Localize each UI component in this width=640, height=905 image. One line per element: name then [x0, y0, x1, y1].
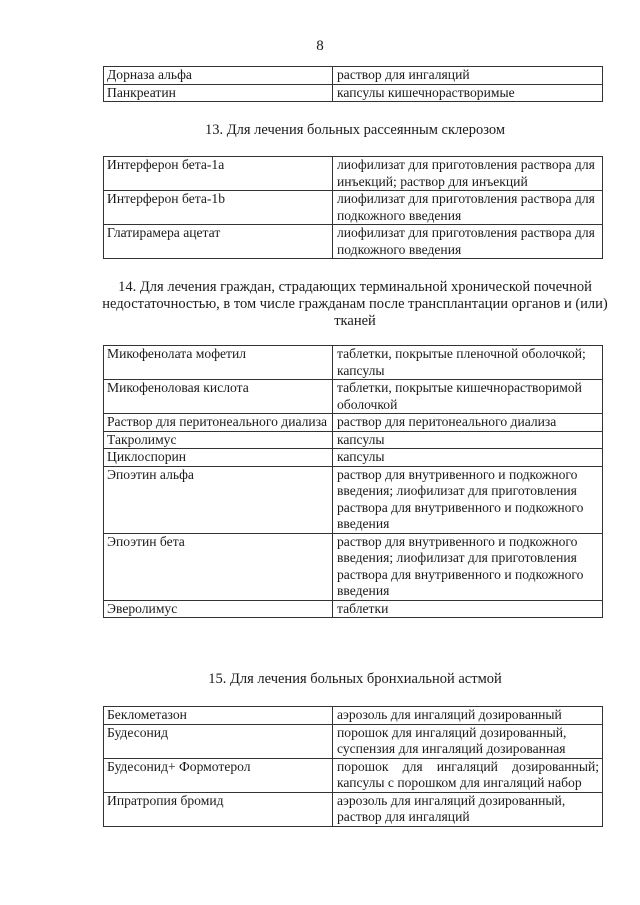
table-row: [104, 346, 603, 380]
dosage-form: аэрозоль для ингаляций дозированный, раствор для ингаляций: [333, 792, 603, 826]
drug-name: Такролимус: [104, 431, 333, 449]
section-14-heading: 14. Для лечения граждан, страдающих терминальной хронической почечной недостаточностью, в том числе гражданам после трансплантации органов и (или) тканей: [102, 279, 608, 329]
section-15-table: [103, 706, 603, 827]
dosage-form: капсулы: [333, 431, 603, 449]
drug-name: Будесонид: [104, 724, 333, 758]
drug-name: Интерферон бета-1a: [104, 157, 333, 191]
section-13-heading: 13. Для лечения больных рассеянным склерозом: [204, 122, 506, 138]
page-number: 8: [316, 38, 324, 54]
table-row: [104, 414, 603, 432]
section-13-table: [103, 156, 603, 259]
drug-name: Микофеноловая кислота: [104, 380, 333, 414]
dosage-form: порошок для ингаляций дозированный, суспензия для ингаляций дозированная: [333, 724, 603, 758]
drug-name: Эпоэтин альфа: [104, 466, 333, 533]
table-row: [104, 707, 603, 725]
dosage-form: порошок для ингаляций дозированный; капсулы с порошком для ингаляций набор: [333, 758, 603, 792]
dosage-form: капсулы кишечнорастворимые: [333, 84, 603, 102]
table-row: [104, 724, 603, 758]
dosage-form: раствор для внутривенного и подкожного введения; лиофилизат для приготовления раствора для внутривенного и подкожного введения: [333, 466, 603, 533]
drug-name: Циклоспорин: [104, 449, 333, 467]
table-row: [104, 84, 603, 102]
drug-name: Эверолимус: [104, 600, 333, 618]
table-row: [104, 533, 603, 600]
drug-name: Микофенолата мофетил: [104, 346, 333, 380]
drug-table-continued: [103, 66, 603, 102]
table-row: [104, 191, 603, 225]
dosage-form: таблетки, покрытые кишечнорастворимой оболочкой: [333, 380, 603, 414]
dosage-form: раствор для ингаляций: [333, 67, 603, 85]
table-row: [104, 431, 603, 449]
dosage-form: капсулы: [333, 449, 603, 467]
dosage-form: раствор для перитонеального диализа: [333, 414, 603, 432]
table-row: [104, 600, 603, 618]
section-14-table: [103, 345, 603, 618]
drug-name: Эпоэтин бета: [104, 533, 333, 600]
drug-name: Панкреатин: [104, 84, 333, 102]
dosage-form: лиофилизат для приготовления раствора для подкожного введения: [333, 225, 603, 259]
drug-name: Интерферон бета-1b: [104, 191, 333, 225]
table-row: [104, 758, 603, 792]
drug-name: Ипратропия бромид: [104, 792, 333, 826]
section-15-heading: 15. Для лечения больных бронхиальной астмой: [208, 671, 502, 687]
table-row: [104, 67, 603, 85]
dosage-form: аэрозоль для ингаляций дозированный: [333, 707, 603, 725]
drug-name: Глатирамера ацетат: [104, 225, 333, 259]
drug-name: Раствор для перитонеального диализа: [104, 414, 333, 432]
drug-name: Будесонид+ Формотерол: [104, 758, 333, 792]
dosage-form: таблетки: [333, 600, 603, 618]
table-row: [104, 157, 603, 191]
dosage-form: лиофилизат для приготовления раствора для инъекций; раствор для инъекций: [333, 157, 603, 191]
dosage-form: лиофилизат для приготовления раствора для подкожного введения: [333, 191, 603, 225]
drug-name: Беклометазон: [104, 707, 333, 725]
table-row: [104, 225, 603, 259]
table-row: [104, 792, 603, 826]
table-row: [104, 449, 603, 467]
table-row: [104, 380, 603, 414]
dosage-form: таблетки, покрытые пленочной оболочкой; капсулы: [333, 346, 603, 380]
drug-name: Дорназа альфа: [104, 67, 333, 85]
dosage-form: раствор для внутривенного и подкожного введения; лиофилизат для приготовления раствора для внутривенного и подкожного введения: [333, 533, 603, 600]
table-row: [104, 466, 603, 533]
